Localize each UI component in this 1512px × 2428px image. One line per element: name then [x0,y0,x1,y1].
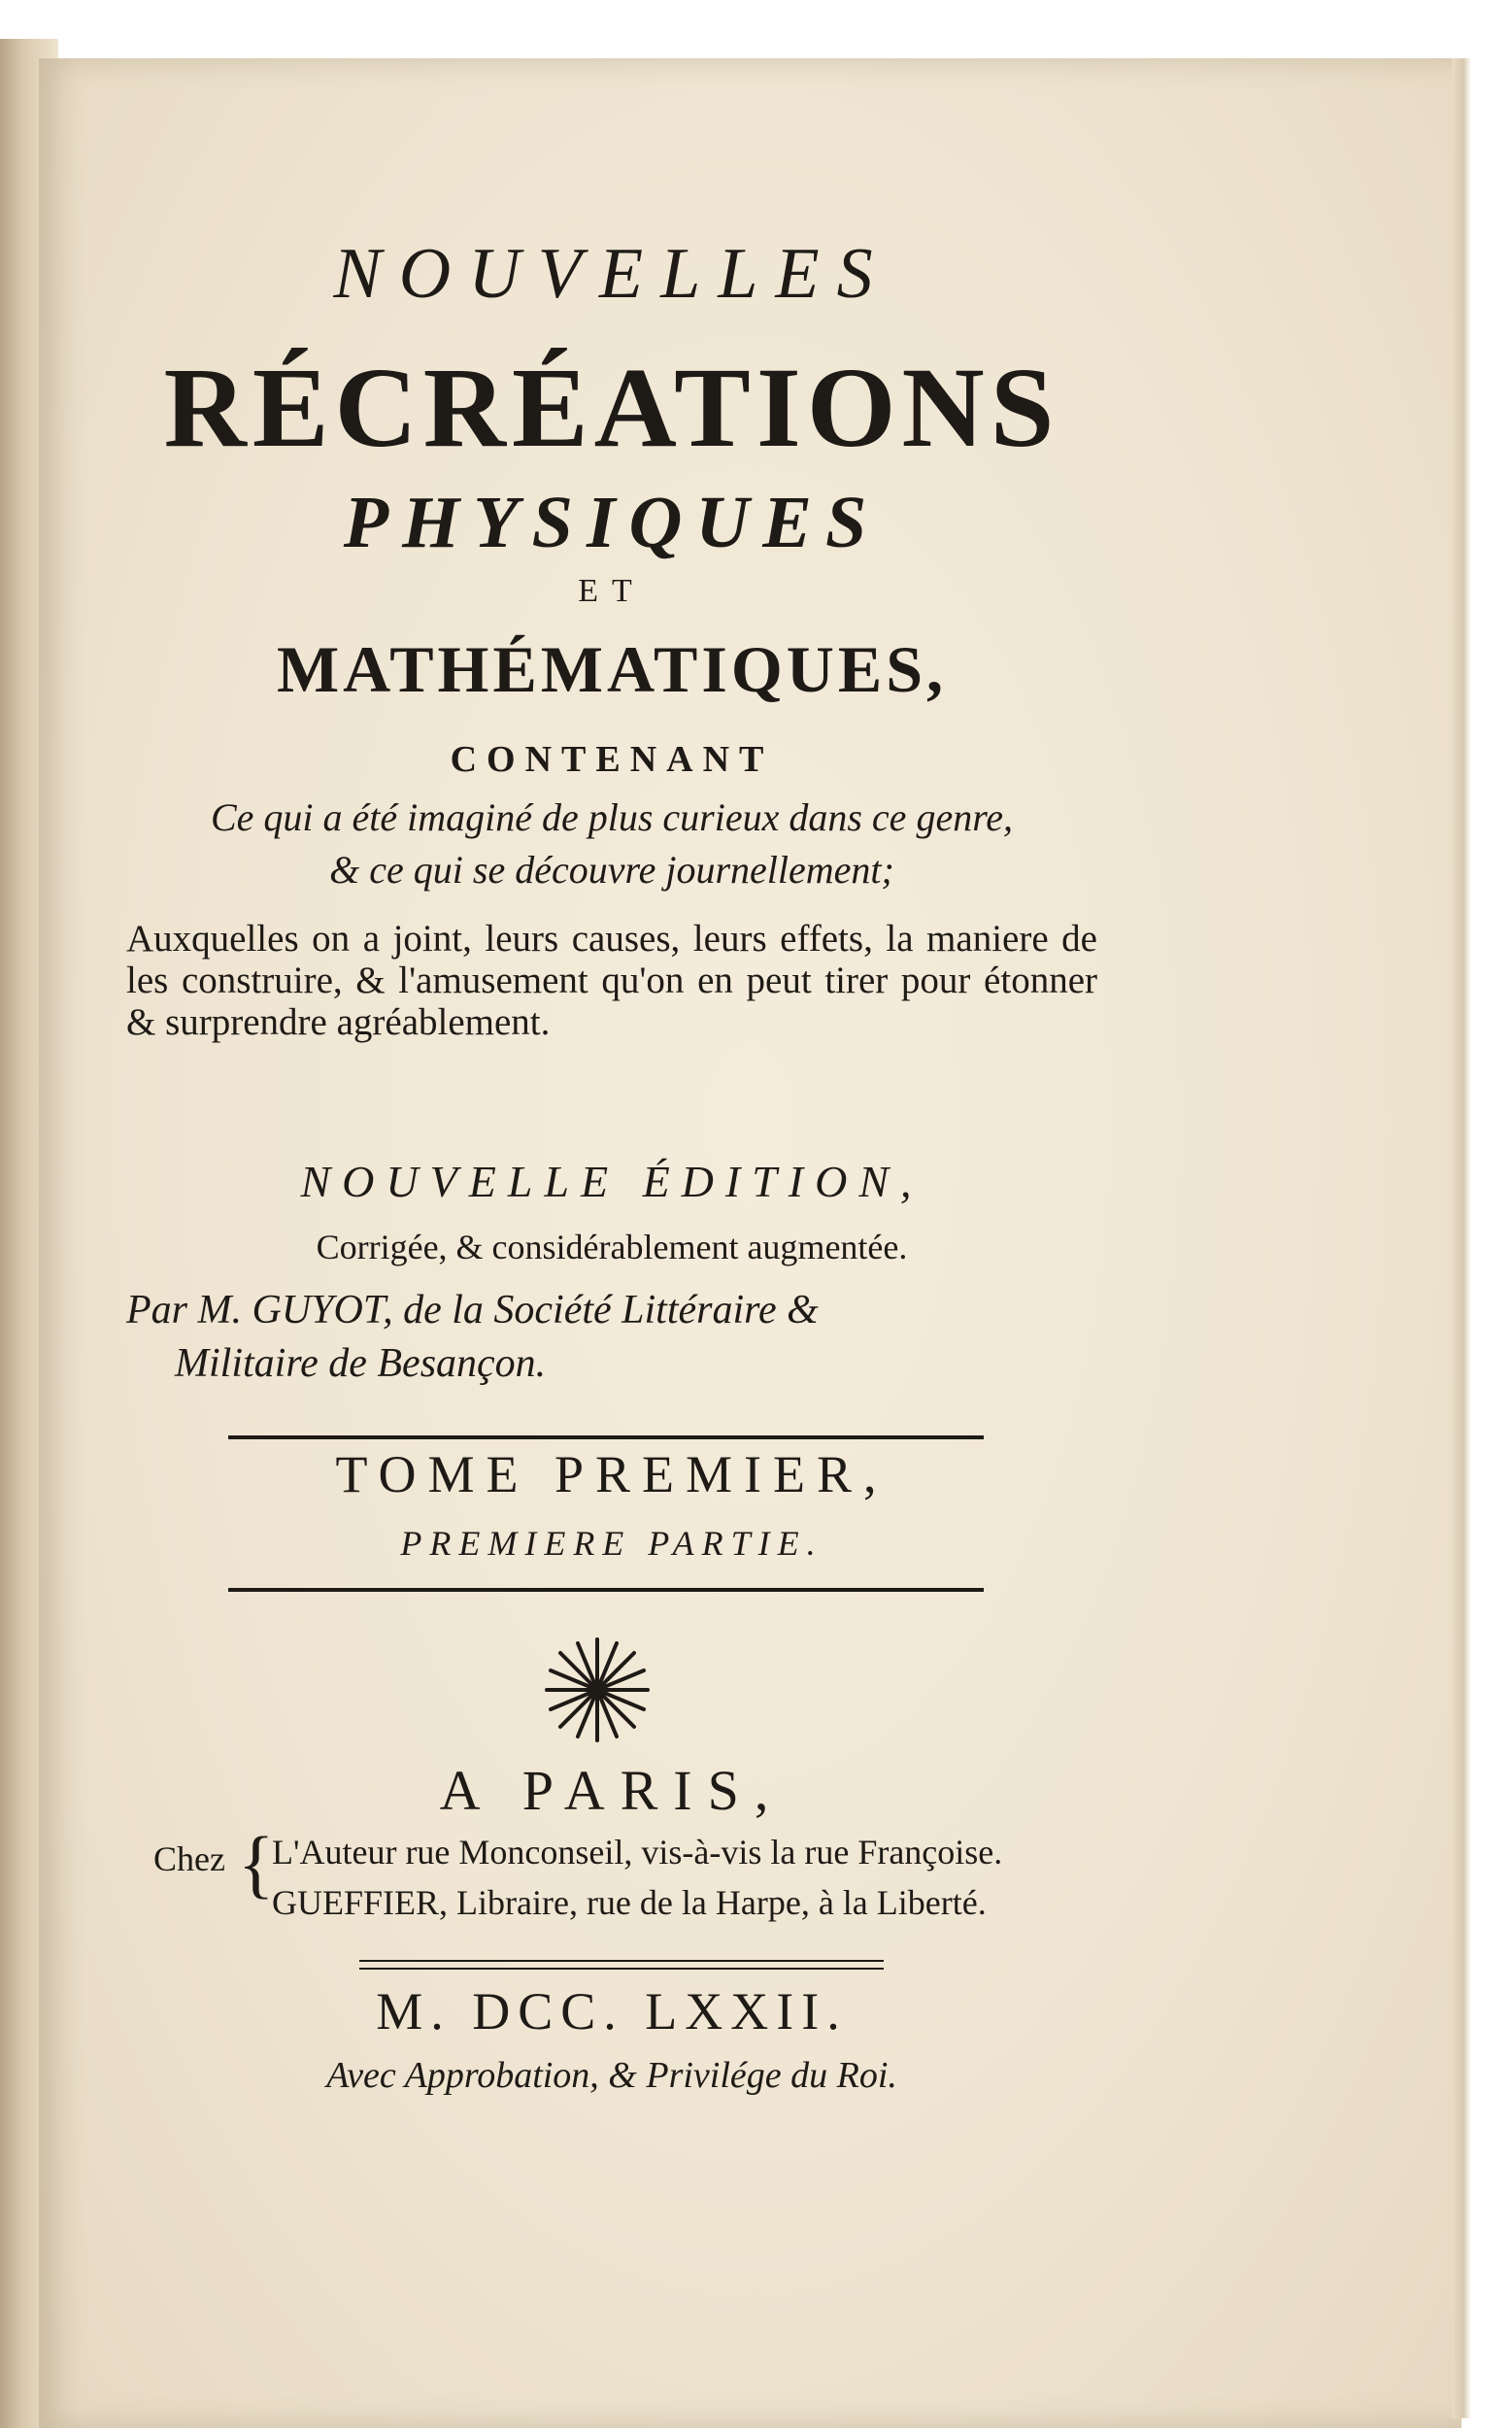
imprint-address-1: L'Auteur rue Monconseil, vis-à-vis la rue Françoise. [272,1833,1003,1872]
description-paragraph: Auxquelles on a joint, leurs causes, leurs effets, la maniere de les construire, & l'amusement qu'on en peut tirer pour étonner & surprendre agréablement. [126,918,1097,1043]
title-line-recreations: RÉCRÉATIONS [163,344,1060,471]
imprint-chez: Chez [153,1839,225,1878]
subtitle-line-1: Ce qui a été imaginé de plus curieux dans ce genre, [210,795,1014,839]
imprint-address-2: GUEFFIER, Libraire, rue de la Harpe, à la Liberté. [272,1883,987,1922]
imprint-privilege: Avec Approbation, & Privilége du Roi. [326,2055,897,2096]
subtitle-line-2: & ce qui se découvre journellement; [329,848,894,892]
title-line-nouvelles: NOUVELLES [333,234,890,314]
title-line-mathematiques: MATHÉMATIQUES, [276,632,948,706]
partie-heading: PREMIERE PARTIE. [400,1524,823,1563]
title-line-physiques: PHYSIQUES [343,482,881,563]
edition-heading: NOUVELLE ÉDITION, [300,1157,924,1206]
divider-rule-bottom [228,1588,984,1592]
printers-ornament-icon [539,1632,655,1748]
imprint-place: A PARIS, [439,1759,785,1822]
divider-rule-top [228,1435,984,1439]
title-line-et: ET [578,573,646,609]
tome-heading: TOME PREMIER, [335,1445,889,1503]
author-line-1: Par M. GUYOT, de la Société Littéraire & [126,1288,819,1332]
author-line-2: Militaire de Besançon. [175,1341,547,1386]
imprint-year: M. DCC. LXXII. [376,1982,848,2040]
edition-note: Corrigée, & considérablement augmentée. [316,1228,908,1266]
imprint-brace: { [238,1821,275,1905]
divider-rule-imprint [359,1960,884,1970]
subtitle-contenant: CONTENANT [450,739,774,780]
